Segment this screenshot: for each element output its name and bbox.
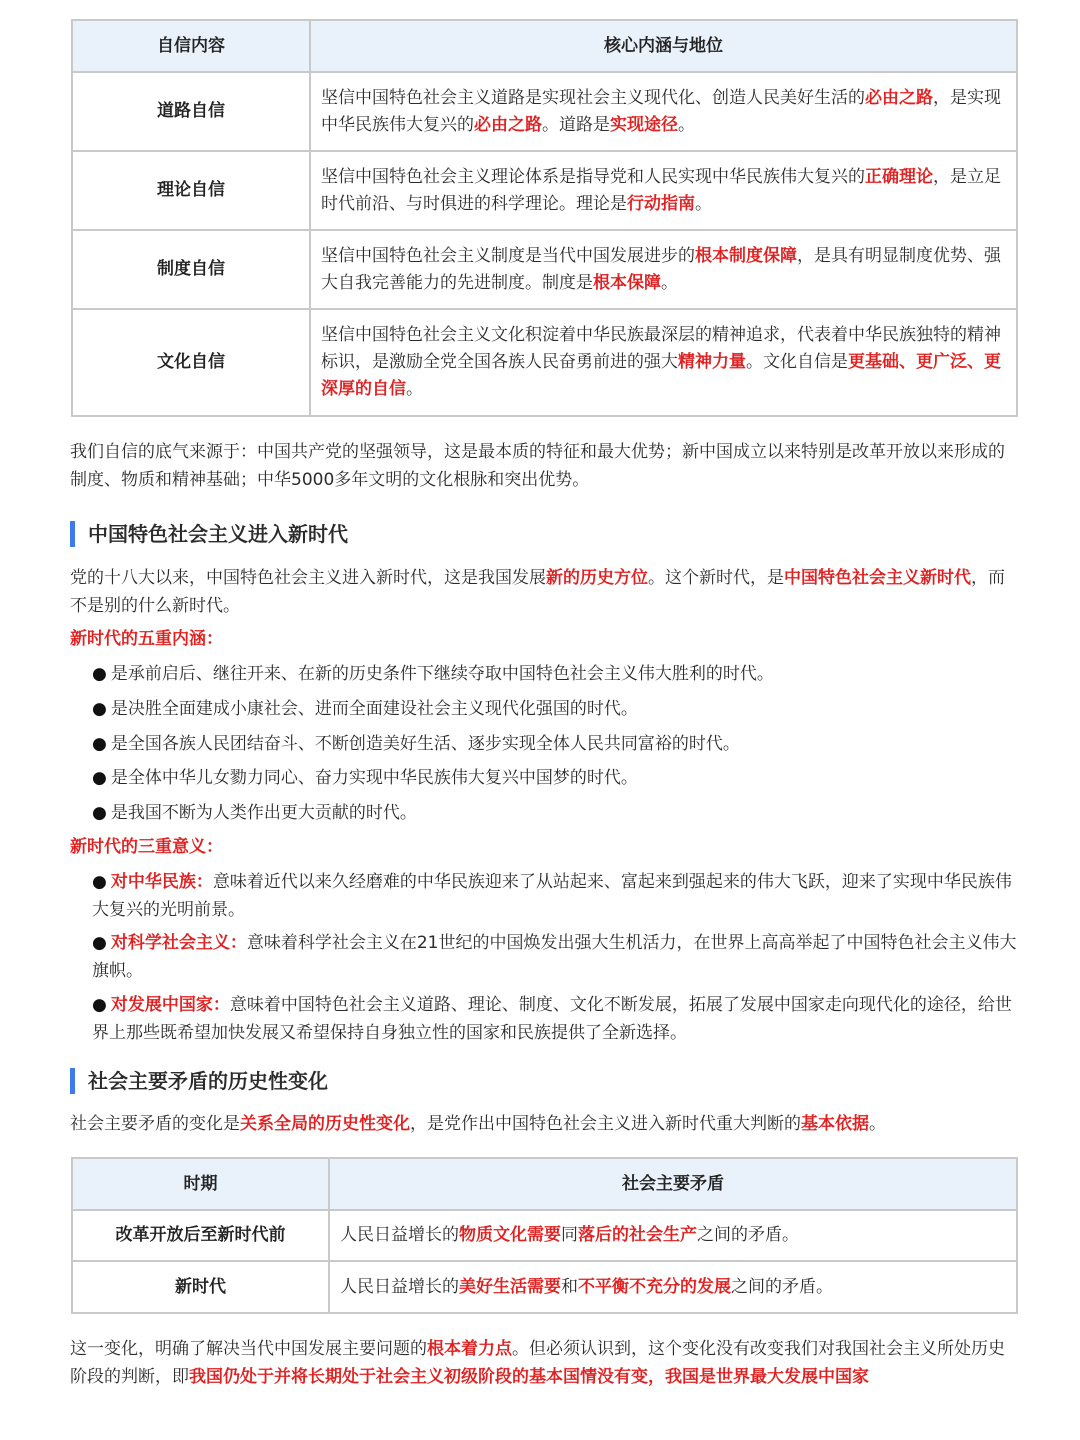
body-text: 。 bbox=[661, 272, 678, 293]
body-text: ，是实现中华民族伟大复兴的 bbox=[321, 87, 1001, 135]
emphasis-text: 对科学社会主义： bbox=[110, 933, 247, 953]
list-item-text: 是我国不断为人类作出更大贡献的时代。 bbox=[110, 803, 417, 823]
bullet-dot-icon: ● bbox=[92, 803, 107, 823]
emphasis-text: 精神力量 bbox=[678, 352, 746, 372]
list-item-text bbox=[92, 995, 1012, 1043]
emphasis-text: 行动指南 bbox=[627, 193, 695, 214]
row-label: 文化自信 bbox=[72, 309, 310, 416]
body-text: 社会主要矛盾的变化是 bbox=[70, 1114, 240, 1134]
emphasis-text: 更基础、更广泛、更深厚的自信 bbox=[321, 352, 1001, 399]
body-text: 坚信中国特色社会主义制度是当代中国发展进步的 bbox=[321, 245, 695, 266]
table-row bbox=[72, 1210, 1017, 1261]
table-row bbox=[72, 151, 1017, 230]
emphasis-text: 落后的社会生产 bbox=[578, 1225, 697, 1245]
bullet-dot-icon: ● bbox=[92, 933, 107, 953]
section-heading-new-era: 中国特色社会主义进入新时代 bbox=[70, 521, 348, 547]
table-header-contradiction: 社会主要矛盾 bbox=[329, 1158, 1017, 1210]
list-item bbox=[92, 799, 1017, 827]
list-item-text: 是承前启后、继往开来、在新的历史条件下继续夺取中国特色社会主义伟大胜利的时代。 bbox=[110, 664, 774, 684]
list-item bbox=[92, 764, 1017, 792]
bullet-dot-icon: ● bbox=[92, 995, 107, 1015]
list-item bbox=[92, 991, 1017, 1047]
bullet-dot-icon: ● bbox=[92, 699, 107, 719]
closing-paragraph bbox=[70, 1335, 1015, 1391]
emphasis-text: 对发展中国家： bbox=[110, 995, 230, 1015]
contradiction-intro bbox=[70, 1110, 1015, 1138]
contradiction-table bbox=[71, 1157, 1018, 1314]
row-content bbox=[310, 309, 1017, 416]
emphasis-text: 不平衡不充分的发展 bbox=[578, 1276, 731, 1297]
row-label: 新时代 bbox=[72, 1261, 329, 1313]
table-header-period: 时期 bbox=[72, 1158, 329, 1210]
bullet-dot-icon: ● bbox=[92, 734, 107, 754]
body-text: ，是党作出中国特色社会主义进入新时代重大判断的 bbox=[410, 1114, 801, 1134]
row-content bbox=[310, 151, 1017, 230]
body-text: 之间的矛盾。 bbox=[697, 1225, 799, 1245]
list-item bbox=[92, 929, 1017, 985]
bullet-dot-icon: ● bbox=[92, 872, 107, 892]
list-item-text bbox=[92, 933, 1016, 981]
emphasis-text: 新的历史方位 bbox=[546, 568, 648, 588]
row-content bbox=[329, 1210, 1017, 1261]
table-row bbox=[72, 1261, 1017, 1313]
row-label: 理论自信 bbox=[72, 151, 310, 230]
emphasis-text: 物质文化需要 bbox=[459, 1225, 561, 1245]
body-text: 。 bbox=[406, 379, 423, 399]
emphasis-text: 根本制度保障 bbox=[695, 245, 797, 266]
body-text: 坚信中国特色社会主义理论体系是指导党和人民实现中华民族伟大复兴的 bbox=[321, 166, 865, 187]
list-item bbox=[92, 695, 1017, 723]
list-item bbox=[92, 660, 1017, 688]
table-header-content: 自信内容 bbox=[72, 20, 310, 72]
bullet-dot-icon: ● bbox=[92, 664, 107, 684]
table-header-meaning: 核心内涵与地位 bbox=[310, 20, 1017, 72]
emphasis-text: 实现途径 bbox=[610, 114, 678, 135]
list-item-text: 是全国各族人民团结奋斗、不断创造美好生活、逐步实现全体人民共同富裕的时代。 bbox=[110, 734, 740, 754]
body-text: 坚信中国特色社会主义文化积淀着中华民族最深层的精神追求，代表着中华民族独特的精神标识，是激励全党全国各族人民奋勇前进的强大 bbox=[321, 325, 1001, 372]
row-content bbox=[329, 1261, 1017, 1313]
list-item-text: 是全体中华儿女勠力同心、奋力实现中华民族伟大复兴中国梦的时代。 bbox=[110, 768, 638, 788]
body-text: 意味着近代以来久经磨难的中华民族迎来了从站起来、富起来到强起来的伟大飞跃，迎来了实现中华民族伟大复兴的光明前景。 bbox=[92, 872, 1012, 920]
body-text: 。 bbox=[678, 114, 695, 135]
body-text: 党的十八大以来，中国特色社会主义进入新时代，这是我国发展 bbox=[70, 568, 546, 588]
emphasis-text: 必由之路 bbox=[474, 114, 542, 135]
body-text: ，而不是别的什么新时代。 bbox=[70, 568, 1005, 616]
list-item bbox=[92, 868, 1017, 924]
body-text: 我们自信的底气来源于：中国共产党的坚强领导，这是最本质的特征和最大优势；新中国成立以来特别是改革开放以来形成的制度、物质和精神基础；中华5000多年文明的文化根脉和突出优势。 bbox=[70, 442, 1005, 490]
table-header-row bbox=[72, 20, 1017, 72]
new-era-intro bbox=[70, 564, 1015, 620]
three-significance-title: 新时代的三重意义： bbox=[70, 837, 223, 857]
body-text: 。 bbox=[869, 1114, 886, 1134]
emphasis-text: 美好生活需要 bbox=[459, 1276, 561, 1297]
row-content bbox=[310, 230, 1017, 309]
body-text: 和 bbox=[561, 1276, 578, 1297]
row-label: 制度自信 bbox=[72, 230, 310, 309]
body-text: 坚信中国特色社会主义道路是实现社会主义现代化、创造人民美好生活的 bbox=[321, 87, 865, 108]
body-text: 。道路是 bbox=[542, 114, 610, 135]
confidence-source-paragraph bbox=[70, 438, 1015, 494]
row-label: 改革开放后至新时代前 bbox=[72, 1210, 329, 1261]
emphasis-text: 我国仍处于并将长期处于社会主义初级阶段的基本国情没有变，我国是世界最大发展中国家 bbox=[189, 1367, 869, 1387]
table-row bbox=[72, 72, 1017, 151]
body-text: ，是立足时代前沿、与时俱进的科学理论。理论是 bbox=[321, 166, 1001, 214]
table-row bbox=[72, 230, 1017, 309]
body-text: 。 bbox=[695, 193, 712, 214]
emphasis-text: 根本保障 bbox=[593, 272, 661, 293]
body-text: 同 bbox=[561, 1225, 578, 1245]
emphasis-text: 中国特色社会主义新时代 bbox=[784, 568, 971, 588]
row-content bbox=[310, 72, 1017, 151]
table-header-row bbox=[72, 1158, 1017, 1210]
list-item-text: 是决胜全面建成小康社会、进而全面建设社会主义现代化强国的时代。 bbox=[110, 699, 638, 719]
body-text: 。但必须认识到，这个变化没有改变我们对我国社会主义所处历史阶段的判断，即 bbox=[70, 1339, 1005, 1387]
body-text: 意味着科学社会主义在21世纪的中国焕发出强大生机活力，在世界上高高举起了中国特色社会主义伟大旗帜。 bbox=[92, 933, 1017, 981]
list-item bbox=[92, 730, 1017, 758]
table-row bbox=[72, 309, 1017, 416]
emphasis-text: 正确理论 bbox=[865, 166, 933, 187]
body-text: 人民日益增长的 bbox=[340, 1225, 459, 1245]
body-text: 之间的矛盾。 bbox=[731, 1276, 833, 1297]
emphasis-text: 根本着力点 bbox=[427, 1339, 512, 1359]
emphasis-text: 基本依据 bbox=[801, 1114, 869, 1134]
list-item-text bbox=[92, 872, 1012, 920]
section-heading-contradiction: 社会主要矛盾的历史性变化 bbox=[70, 1068, 328, 1094]
body-text: 。文化自信是 bbox=[746, 352, 848, 372]
confidence-table bbox=[71, 19, 1018, 417]
body-text: 。这个新时代，是 bbox=[648, 568, 784, 588]
emphasis-text: 对中华民族： bbox=[110, 872, 213, 892]
emphasis-text: 关系全局的历史性变化 bbox=[240, 1114, 410, 1134]
emphasis-text: 必由之路 bbox=[865, 87, 933, 108]
body-text: 人民日益增长的 bbox=[340, 1276, 459, 1297]
body-text: ，是具有明显制度优势、强大自我完善能力的先进制度。制度是 bbox=[321, 245, 1001, 293]
bullet-dot-icon: ● bbox=[92, 768, 107, 788]
body-text: 这一变化，明确了解决当代中国发展主要问题的 bbox=[70, 1339, 427, 1359]
body-text: 意味着中国特色社会主义道路、理论、制度、文化不断发展，拓展了发展中国家走向现代化的途径，给世界上那些既希望加快发展又希望保持自身独立性的国家和民族提供了全新选择。 bbox=[92, 995, 1012, 1043]
five-meanings-title: 新时代的五重内涵： bbox=[70, 629, 223, 649]
row-label: 道路自信 bbox=[72, 72, 310, 151]
